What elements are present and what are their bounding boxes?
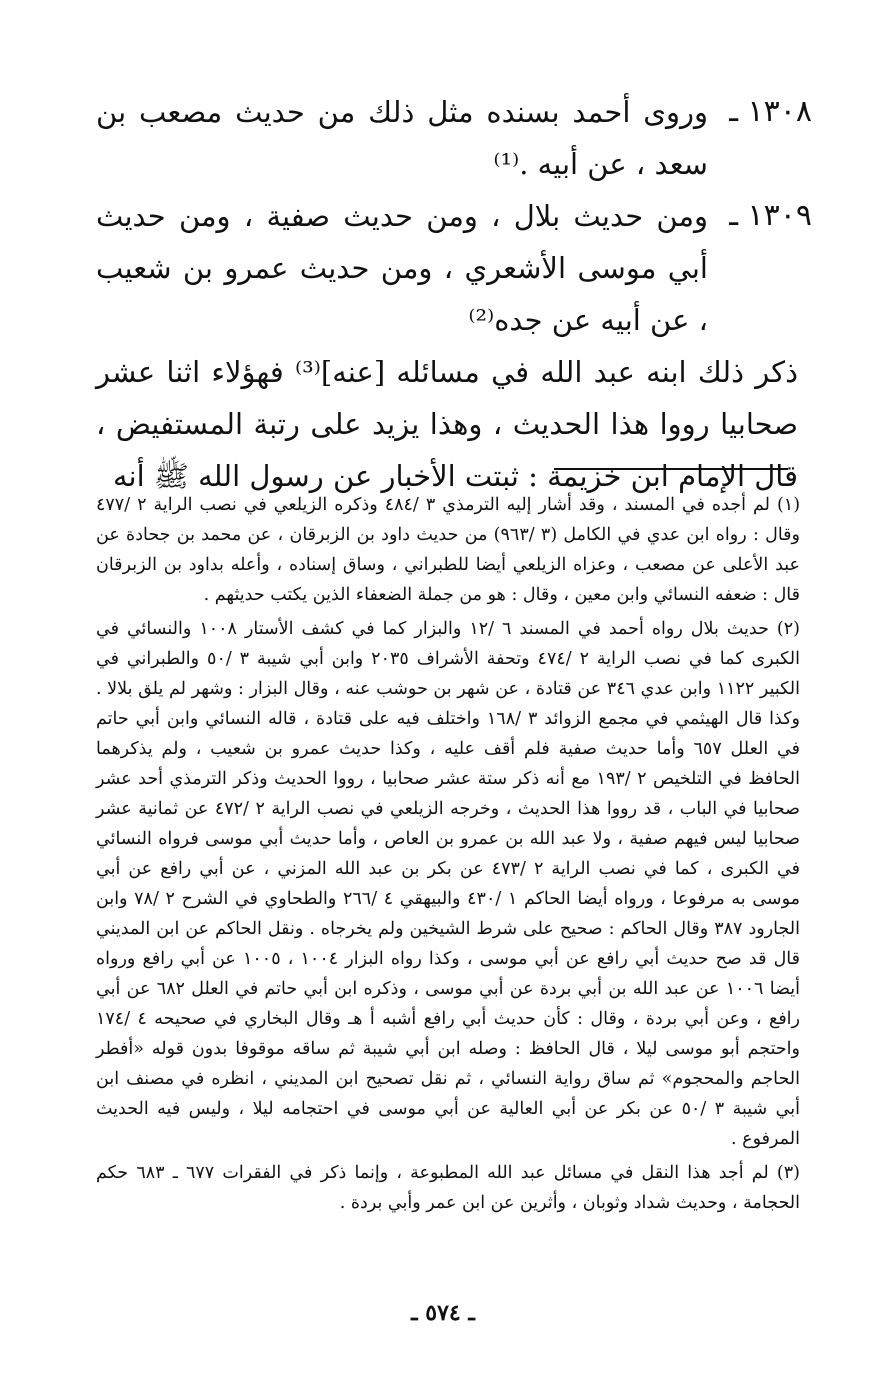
entry-1308 [96,86,812,190]
footnote-separator [554,468,788,470]
entry-text: ومن حديث بلال ، ومن حديث صفية ، ومن حديث أبي موسى الأشعري ، ومن حديث عمرو بن شعيب ، عن أبيه عن جده⁽²⁾ [96,199,708,337]
footnote-1: (١) لم أجده في المسند ، وقد أشار إليه الترمذي ٣ /٤٨٤ وذكره الزيلعي في نصب الراية ٢ /٤٧٧ وقال : رواه ابن عدي في الكامل (٣ /٩٦٣) من حديث داود بن الزبرقان ، عن محمد بن جحادة عن عبد الأعلى عن مصعب ، وعزاه الزيلعي أيضا للطبراني ، وساق إسناده ، وأعله بداود بن الزبرقان قال : ضعفه النسائي وابن معين ، وقال : هو من جملة الضعفاء الذين يكتب حديثهم . [96,495,801,605]
continuation-paragraph: ذكر ذلك ابنه عبد الله في مسائله [عنه]⁽³⁾ فهؤلاء اثنا عشر صحابيا رووا هذا الحديث ، وهذا يزيد على رتبة المستفيض ، قال الإمام ابن خزيمة : ثبتت الأخبار عن رسول الله ﷺ أنه [96,355,798,493]
entry-text: وروى أحمد بسنده مثل ذلك من حديث مصعب بن سعد ، عن أبيه .⁽¹⁾ [96,95,708,181]
page-number: ـ ٥٧٤ ـ [411,1300,475,1326]
entry-number: ١٣٠٨ ـ [729,94,812,129]
footnote-3: (٣) لم أجد هذا النقل في مسائل عبد الله المطبوعة ، وإنما ذكر في الفقرات ٦٧٧ ـ ٦٨٣ حكم الحجامة ، وحديث شداد وثوبان ، وأثرين عن ابن عمر وأبي بردة . [96,1163,800,1213]
entry-number: ١٣٠٩ ـ [729,198,812,233]
footnotes [96,490,800,1222]
entry-1309 [96,190,812,346]
footnote-2: (٢) حديث بلال رواه أحمد في المسند ٦ /١٢ والبزار كما في كشف الأستار ١٠٠٨ والنسائي في الكبرى كما في نصب الراية ٢ /٤٧٤ وتحفة الأشراف ٢٠٣٥ وابن أبي شيبة ٣ /٥٠ والطبراني في الكبير ١١٢٢ وابن عدي ٣٤٦ عن قتادة ، عن شهر بن حوشب عنه ، وقال البزار : وشهر لم يلق بلالا . وكذا قال الهيثمي في مجمع الزوائد ٣ /١٦٨ واختلف فيه على قتادة ، قاله النسائي وابن أبي حاتم في العلل ٦٥٧ وأما حديث صفية فلم أقف عليه ، وكذا حديث عمرو بن شعيب ، ولم يذكرهما الحافظ في التلخيص ٢ /١٩٣ مع أنه ذكر ستة عشر صحابيا ، رووا الحديث وذكر الترمذي أحد عشر صحابيا في الباب ، قد رووا هذا الحديث ، وخرجه الزيلعي في نصب الراية ٢ /٤٧٢ عن ثمانية عشر صحابيا ليس فيهم صفية ، ولا عبد الله بن عمرو بن العاص ، وأما حديث أبي موسى فرواه النسائي في الكبرى ، كما في نصب الراية ٢ /٤٧٣ عن بكر بن عبد الله المزني ، عن أبي رافع عن أبي موسى به مرفوعا ، ورواه أيضا الحاكم ١ /٤٣٠ والبيهقي ٤ /٢٦٦ والطحاوي في الشرح ٢ /٧٨ وابن الجارود ٣٨٧ وقال الحاكم : صحيح على شرط الشيخين ولم يخرجاه . ونقل الحاكم عن ابن المديني قال قد صح حديث أبي رافع عن أبي موسى ، وكذا رواه البزار ١٠٠٤ ، ١٠٠٥ عن أبي رافع ورواه أيضا ١٠٠٦ عن عبد الله بن أبي بردة عن أبي موسى ، وذكره ابن أبي حاتم في العلل ٦٨٢ عن أبي رافع ، وعن أبي بردة ، وقال : كأن حديث أبي رافع أشبه أ هـ وقال البخاري في صحيحه ٤ /١٧٤ واحتجم أبو موسى ليلا ، قال الحافظ : وصله ابن أبي شيبة ثم ساقه موقوفا بدون قوله «أفطر الحاجم والمحجوم» ثم ساق رواية النسائي ، ثم نقل تصحيح ابن المديني ، انظره في مصنف ابن أبي شيبة ٣ /٥٠ عن بكر عن أبي العالية عن أبي موسى في احتجامه ليلا ، وليس فيه الحديث المرفوع . [96,619,800,1149]
main-text [96,86,812,502]
